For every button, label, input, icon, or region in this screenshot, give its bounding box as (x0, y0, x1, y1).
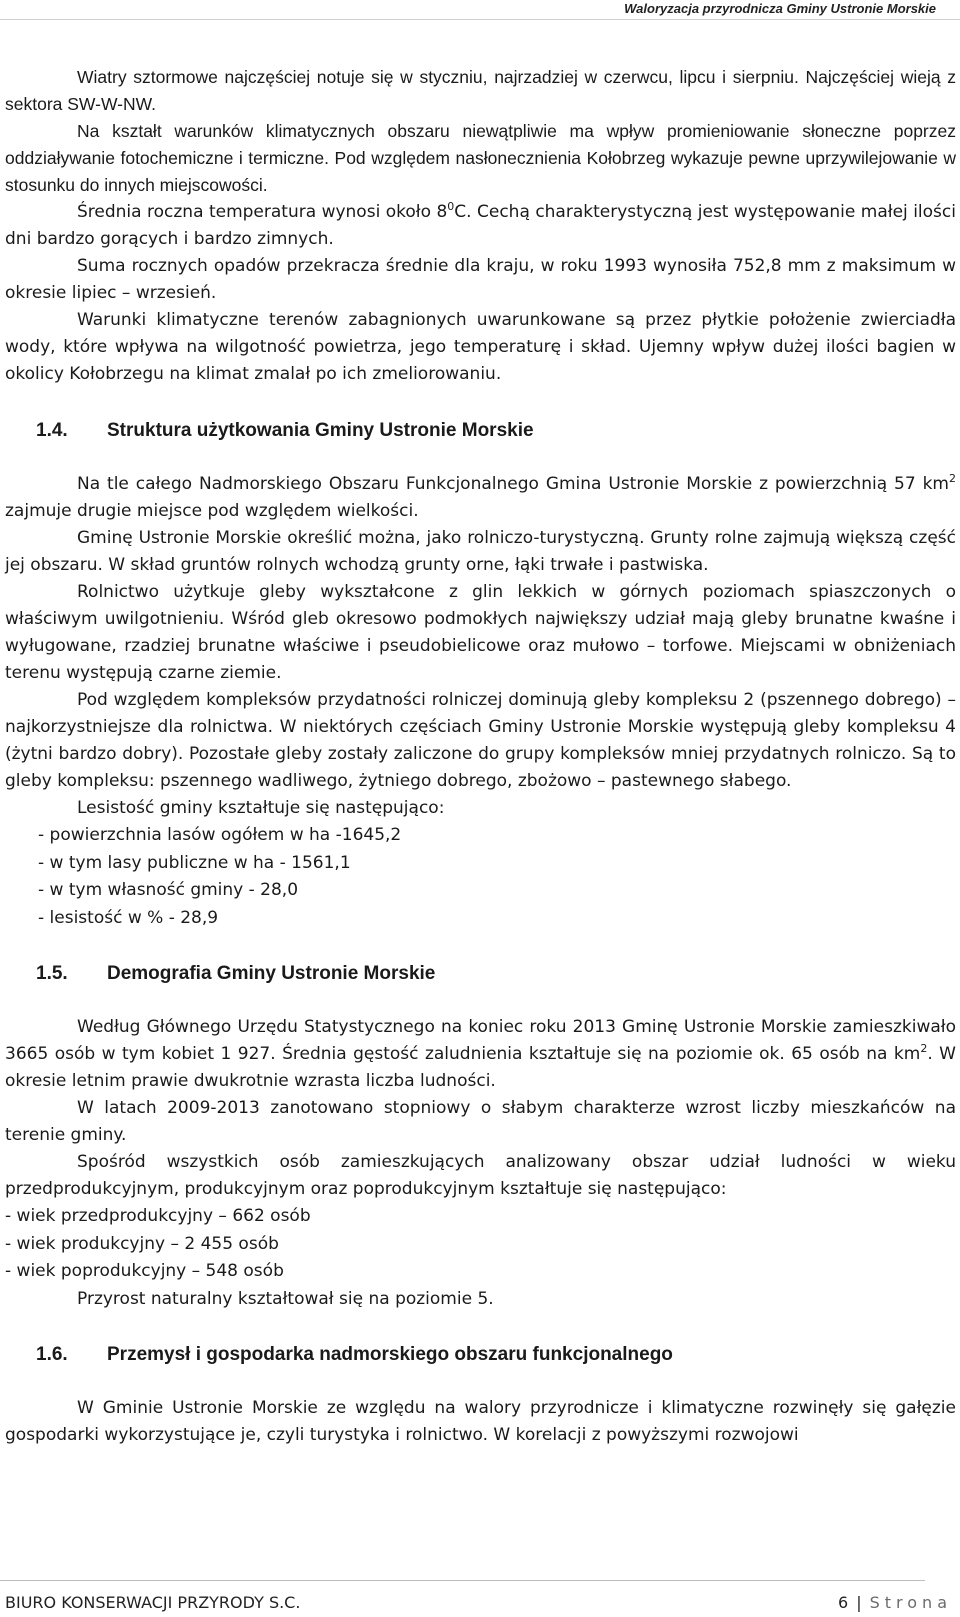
text-fragment: Na tle całego Nadmorskiego Obszaru Funkcjonalnego Gmina Ustronie Morskie z powierzchnią 57 km (77, 474, 949, 494)
paragraph-opady: Suma rocznych opadów przekracza średnie dla kraju, w roku 1993 wynosiła 752,8 mm z maksimum w okresie lipiec – wrzesień. (5, 256, 956, 303)
page-word: Strona (869, 1593, 952, 1612)
superscript-2: 2 (949, 472, 956, 485)
list-item: - lesistość w % - 28,9 (38, 907, 219, 928)
section-heading-1-4 (5, 419, 956, 443)
footer-page-number (838, 1593, 952, 1612)
list-item: - wiek przedprodukcyjny – 662 osób (5, 1206, 311, 1226)
list-item: - w tym lasy publiczne w ha - 1561,1 (38, 852, 351, 873)
document-body (5, 64, 956, 1449)
text-fragment: zajmuje drugie miejsce pod względem wielkości. (5, 501, 419, 521)
section-heading-1-6 (5, 1343, 956, 1367)
paragraph-rolniczo-turystyczna: Gminę Ustronie Morskie określić można, jako rolniczo-turystyczną. Grunty rolne zajmują większą część jej obszaru. W skład gruntów rolnych wchodzą grunty orne, łąki trwałe i pastwiska. (5, 528, 956, 575)
paragraph-przyrost: Przyrost naturalny kształtował się na poziomie 5. (77, 1288, 494, 1309)
document-title: Waloryzacja przyrodnicza Gminy Ustronie Morskie (624, 1, 936, 16)
temp-text-before: Średnia roczna temperatura wynosi około 8 (77, 202, 448, 222)
paragraph-gleby: Rolnictwo użytkuje gleby wykształcone z glin lekkich w górnych poziomach spiaszczonych o właściwym uwilgotnieniu. Wśród gleb okresowo podmokłych największy udział mają gleby brunatne kwaśne i wyługowane, rzadziej brunatne właściwe i pseudobielicowe oraz mułowo – torfowe. Miejscami w obniżeniach terenu występują czarne ziemie. (5, 582, 956, 683)
temp-sup: 0 (447, 200, 455, 213)
list-lesistosc (5, 822, 956, 932)
paragraph-wzrost: W latach 2009-2013 zanotowano stopniowy o słabym charakterze wzrost liczby mieszkańców na terenie gminy. (5, 1098, 956, 1145)
page-number: 6 (838, 1593, 849, 1612)
list-item: - wiek poprodukcyjny – 548 osób (5, 1261, 284, 1281)
paragraph-kompleksy: Pod względem kompleksów przydatności rolniczej dominują gleby kompleksu 2 (pszennego dobrego) – najkorzystniejsze dla rolnictwa. W niektórych częściach Gminy Ustronie Morskie występują gleby kompleksu 4 (żytni bardzo dobry). Pozostałe gleby zostały zaliczone do grupy kompleksów mniej przydatnych rolniczo. Są to gleby kompleksu: pszennego wadliwego, żytniego dobrego, zbożowo – pastewnego słabego. (5, 690, 956, 791)
list-wiek (5, 1203, 956, 1286)
header-rule (0, 19, 960, 20)
footer-rule (0, 1580, 925, 1581)
footer-company: BIURO KONSERWACJI PRZYRODY S.C. (5, 1593, 301, 1612)
paragraph-gospodarka: W Gminie Ustronie Morskie ze względu na walory przyrodnicze i klimatyczne rozwinęły się gałęzie gospodarki wykorzystujące je, czyli turystyka i rolnictwo. W korelacji z powyższymi rozwojowi (5, 1397, 956, 1445)
paragraph-warunki: Warunki klimatyczne terenów zabagnionych uwarunkowane są przez płytkie położenie zwierciadła wody, które wpływa na wilgotność powietrza, jego temperaturę i skład. Ujemny wpływ dużej ilości bagien w okolicy Kołobrzegu na klimat zmalał po ich zmeliorowaniu. (5, 310, 956, 384)
page-header (0, 0, 960, 20)
paragraph-gus (5, 1014, 956, 1095)
list-item: - wiek produkcyjny – 2 455 osób (5, 1233, 279, 1254)
section-title: Struktura użytkowania Gminy Ustronie Morskie (107, 420, 534, 441)
superscript-2: 2 (920, 1042, 928, 1055)
list-item: - w tym własność gminy - 28,0 (38, 880, 299, 900)
section-title: Przemysł i gospodarka nadmorskiego obszaru funkcjonalnego (107, 1343, 673, 1365)
temp-text-after: C. Cechą charakterystyczną jest występowanie małej ilości dni bardzo gorących i bardzo zimnych. (5, 202, 956, 249)
text-fragment: Według Głównego Urzędu Statystycznego na koniec roku 2013 Gminę Ustronie Morskie zamieszkiwało 3665 osób w tym kobiet 1 927. Średnia gęstość zaludnienia kształtuje się na poziomie ok. 65 osób na km (5, 1017, 956, 1064)
paragraph-wiatry: Wiatry sztormowe najczęściej notuje się w styczniu, najrzadziej w czerwcu, lipcu i sierpniu. Najczęściej wieją z sektora SW-W-NW. (5, 67, 956, 114)
page-footer (0, 1580, 960, 1617)
section-number: 1.5. (36, 963, 68, 984)
paragraph-naslonecznienie: Na kształt warunków klimatycznych obszaru niewątpliwie ma wpływ promieniowanie słoneczne poprzez oddziaływanie fotochemiczne i termiczne. Pod względem nasłonecznienia Kołobrzeg wykazuje pewne uprzywilejowanie w stosunku do innych miejscowości. (5, 121, 956, 195)
section-number: 1.4. (36, 420, 68, 441)
text-fragment: . W okresie letnim prawie dwukrotnie wzrasta liczba ludności. (5, 1044, 956, 1091)
footer-separator: | (856, 1593, 862, 1612)
paragraph-lesistosc: Lesistość gminy kształtuje się następująco: (77, 798, 445, 818)
paragraph-wiek: Spośród wszystkich osób zamieszkujących analizowany obszar udział ludności w wieku przedprodukcyjnym, produkcyjnym oraz poprodukcyjnym kształtuje się następująco: (5, 1152, 956, 1199)
paragraph-temperatura (5, 199, 956, 253)
section-title: Demografia Gminy Ustronie Morskie (107, 963, 436, 984)
section-heading-1-5 (5, 962, 956, 986)
paragraph-powierzchnia (5, 471, 956, 525)
list-item: - powierzchnia lasów ogółem w ha -1645,2 (38, 825, 402, 845)
section-number: 1.6. (36, 1343, 68, 1365)
